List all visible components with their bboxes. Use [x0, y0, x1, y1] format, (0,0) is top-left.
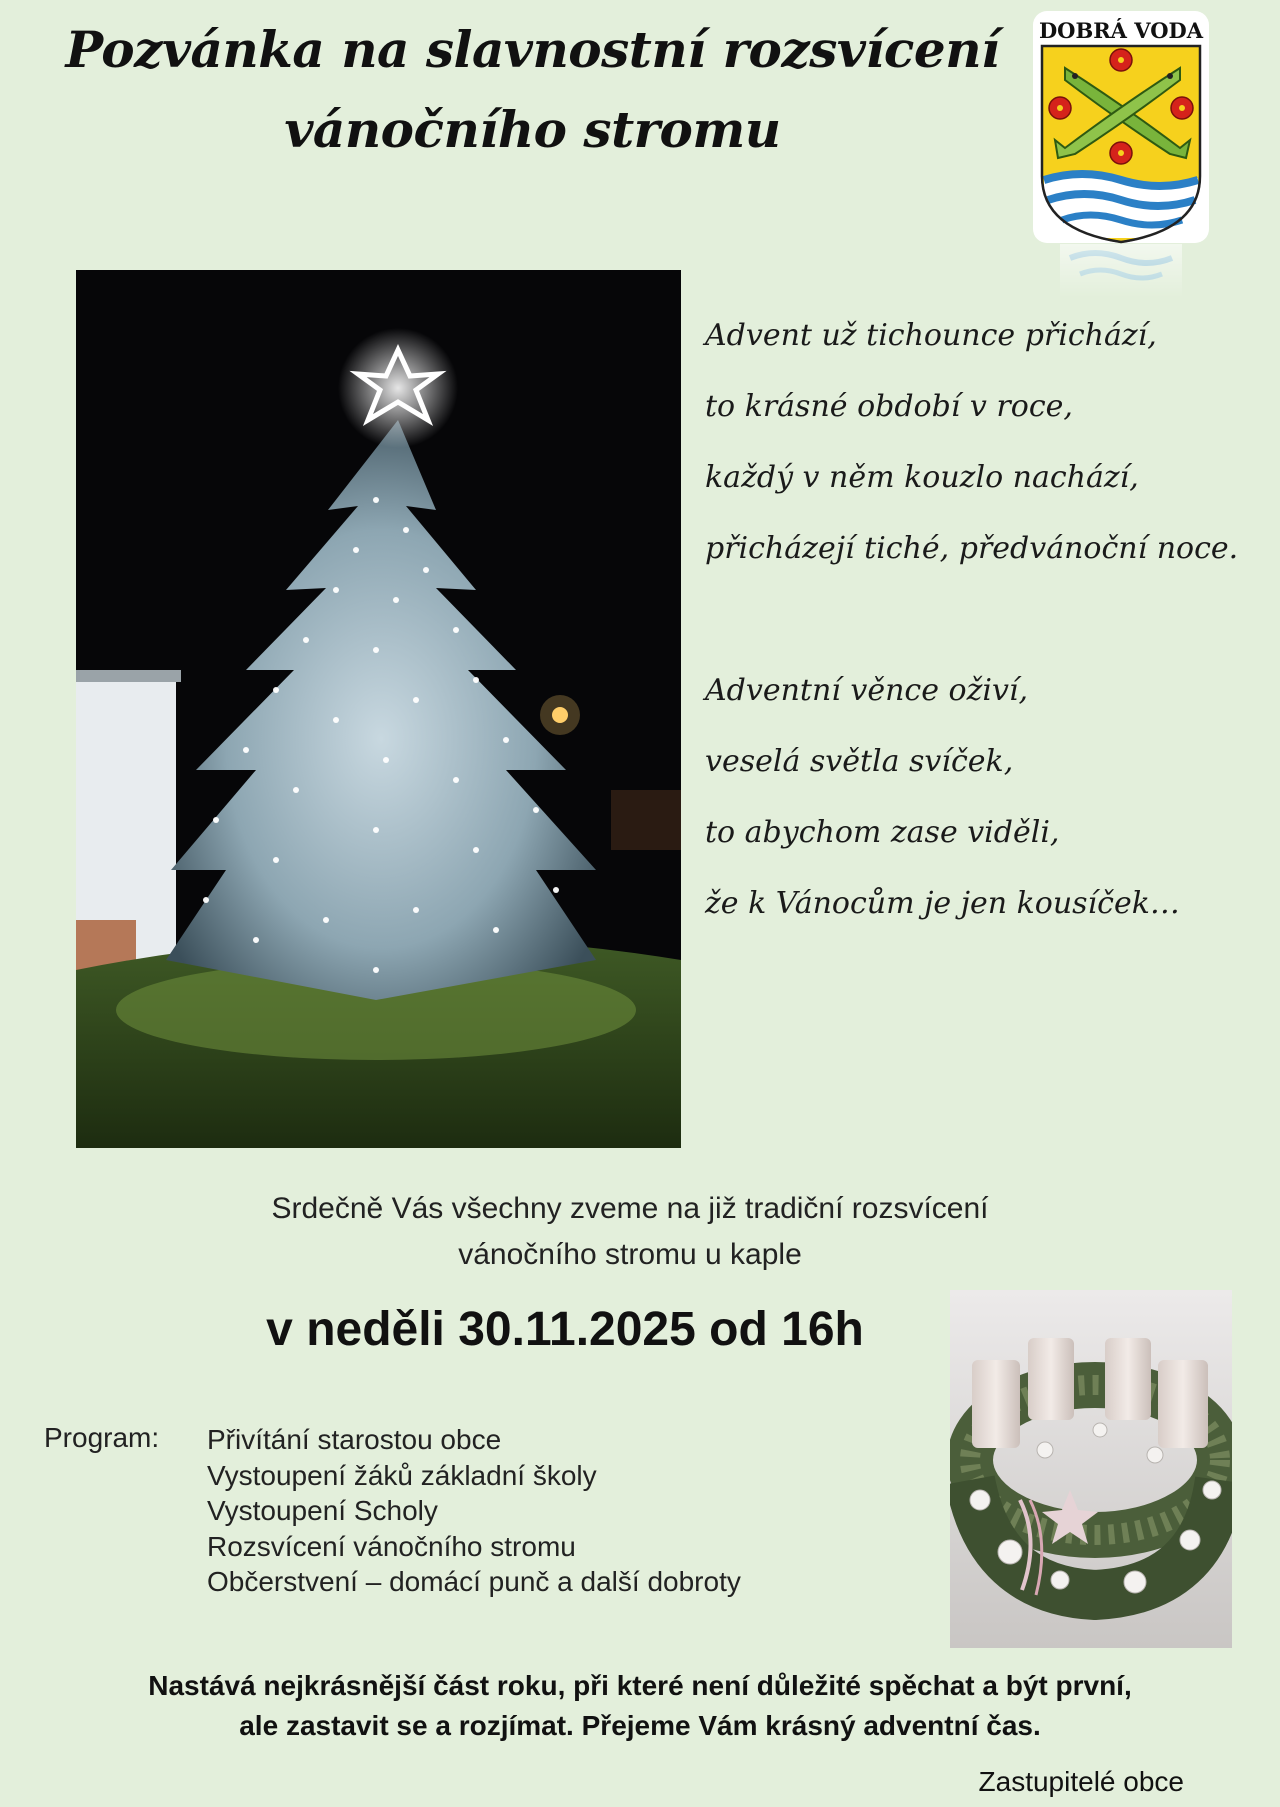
program-label: Program:: [44, 1422, 160, 1453]
program-list: [207, 1422, 741, 1600]
christmas-tree-photo: [76, 270, 681, 1148]
municipal-crest: [1030, 8, 1212, 298]
poem-line: Advent už tichounce přichází,: [705, 318, 1157, 353]
candle-icon: [972, 1360, 1020, 1448]
crest-label: DOBRÁ VODA: [1038, 18, 1204, 43]
poem-line: to krásné období v roce,: [705, 389, 1073, 424]
program-item: Rozsvícení vánočního stromu: [207, 1530, 576, 1562]
poem: [705, 312, 1245, 951]
program-item: Vystoupení Scholy: [207, 1495, 438, 1526]
candle-icon: [1158, 1360, 1208, 1448]
poem-line: přicházejí tiché, předvánoční noce.: [705, 531, 1239, 566]
program-item: Přivítání starostou obce: [207, 1424, 502, 1455]
page-title-line-1: Pozvánka na slavnostní rozsvícení: [65, 20, 1000, 79]
poem-stanza-gap: [705, 596, 1245, 667]
candle-icon: [1028, 1338, 1074, 1420]
invitation-text-line-1: Srdečně Vás všechny zveme na již tradiční rozsvícení: [271, 1192, 989, 1225]
poem-line: to abychom zase viděli,: [705, 815, 1060, 850]
invitation-text-line-2: vánočního stromu u kaple: [458, 1238, 802, 1271]
poem-line: každý v něm kouzlo nachází,: [705, 460, 1139, 495]
poem-line: veselá světla svíček,: [705, 744, 1014, 779]
poem-line: že k Vánocům je jen kousíček…: [705, 886, 1180, 921]
closing-text-line-1: Nastává nejkrásnější část roku, při které není důležité spěchat a být první,: [148, 1670, 1132, 1701]
water-waves-icon: [1044, 172, 1198, 238]
closing-text-line-2: ale zastavit se a rozjímat. Přejeme Vám krásný adventní čas.: [239, 1710, 1041, 1741]
poem-line: Adventní věnce oživí,: [705, 673, 1029, 708]
page-title-line-2: vánočního stromu: [284, 100, 781, 159]
advent-wreath-photo: [950, 1290, 1232, 1648]
program-item: Vystoupení žáků základní školy: [207, 1459, 597, 1491]
program-item: Občerstvení – domácí punč a další dobroty: [207, 1566, 741, 1597]
event-date: v neděli 30.11.2025 od 16h: [266, 1303, 864, 1356]
candle-icon: [1105, 1338, 1151, 1420]
signature: Zastupitelé obce: [978, 1766, 1184, 1797]
